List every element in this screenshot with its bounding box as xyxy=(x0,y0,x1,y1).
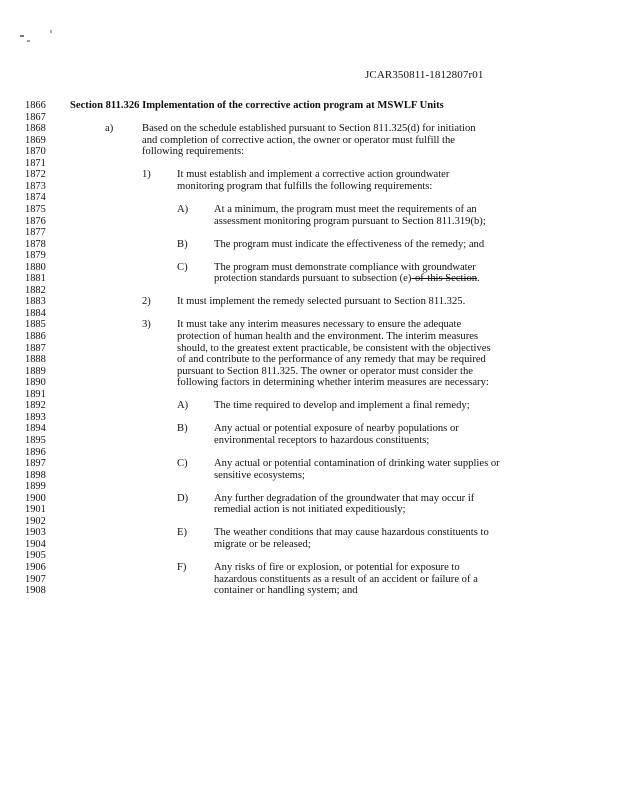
line-number: 1873 xyxy=(25,180,46,192)
line-number: 1881 xyxy=(25,273,46,285)
line xyxy=(0,585,618,597)
line-number: 1906 xyxy=(25,562,46,573)
line-number: 1872 xyxy=(25,169,46,181)
line-text: 2) xyxy=(142,296,151,308)
line-number: 1869 xyxy=(25,134,46,146)
line xyxy=(0,285,618,297)
line-number: 1902 xyxy=(25,515,46,527)
line-number: 1907 xyxy=(25,573,46,585)
line xyxy=(0,516,618,528)
line xyxy=(0,574,618,586)
line-number: 1905 xyxy=(25,550,46,562)
line-text: and completion of corrective action, the owner or operator must fulfill the xyxy=(142,134,455,146)
line xyxy=(0,308,618,320)
line-number: 1884 xyxy=(25,307,46,319)
line-number: 1882 xyxy=(25,284,46,296)
line xyxy=(0,273,618,285)
line-text: The time required to develop and implement a final remedy; xyxy=(214,400,470,412)
line-number: 1877 xyxy=(25,227,46,239)
line-number: 1894 xyxy=(25,423,46,435)
line xyxy=(0,158,618,170)
line-text: . xyxy=(477,273,480,285)
line xyxy=(0,204,618,216)
line xyxy=(0,423,618,435)
scan-speck xyxy=(27,40,30,42)
line-number: 1896 xyxy=(25,446,46,458)
line-text: following factors in determining whether interim measures are necessary: xyxy=(177,377,489,389)
line xyxy=(0,343,618,355)
line-text: The weather conditions that may cause hazardous constituents to xyxy=(214,527,489,539)
line-text: container or handling system; and xyxy=(214,585,358,597)
line xyxy=(0,447,618,459)
line-text: A) xyxy=(177,400,189,412)
line-number: 1888 xyxy=(25,354,46,366)
line-number: 1883 xyxy=(25,296,46,308)
line xyxy=(0,216,618,228)
line-text: It must implement the remedy selected pursuant to Section 811.325. xyxy=(177,296,466,308)
line-text: Based on the schedule established pursuant to Section 811.325(d) for initiation xyxy=(142,123,476,135)
line-number: 1868 xyxy=(25,123,46,135)
scan-speck xyxy=(50,30,52,33)
line-text: protection standards pursuant to subsection (e)-of-this Section. xyxy=(214,273,480,285)
line-number: 1890 xyxy=(25,377,46,389)
line-text: C) xyxy=(177,458,188,470)
line-text: protection of human health and the environment. The interim measures xyxy=(177,331,479,342)
line xyxy=(0,550,618,562)
line xyxy=(0,377,618,389)
line-number: 1885 xyxy=(25,319,46,331)
line-text: a) xyxy=(105,123,114,135)
line xyxy=(0,527,618,539)
line xyxy=(0,319,618,331)
line-number: 1876 xyxy=(25,215,46,227)
line xyxy=(0,262,618,274)
deleted-text: -of-this Section xyxy=(411,273,478,285)
line xyxy=(0,227,618,239)
scan-speck xyxy=(20,35,24,37)
line-text: migrate or be released; xyxy=(214,538,311,550)
line-number: 1900 xyxy=(25,492,46,504)
line xyxy=(0,354,618,366)
document-id: JCAR350811-1812807r01 xyxy=(365,69,484,81)
line xyxy=(0,470,618,482)
line-number: 1880 xyxy=(25,261,46,273)
line-number: 1886 xyxy=(25,331,46,342)
line-text: environmental receptors to hazardous constituents; xyxy=(214,434,430,446)
line xyxy=(0,539,618,551)
line-number: 1897 xyxy=(25,458,46,470)
line-text: assessment monitoring program pursuant to Section 811.319(b); xyxy=(214,215,486,227)
line-number: 1870 xyxy=(25,146,46,158)
line-text: The program must demonstrate compliance with groundwater xyxy=(214,261,476,273)
line-number: 1904 xyxy=(25,538,46,550)
line-text: Any risks of fire or explosion, or potential for exposure to xyxy=(214,562,460,573)
line-text: C) xyxy=(177,261,188,273)
line xyxy=(0,250,618,262)
line xyxy=(0,169,618,181)
line xyxy=(0,481,618,493)
line-number: 1898 xyxy=(25,469,46,481)
line-text: Any further degradation of the groundwater that may occur if xyxy=(214,492,475,504)
line-number: 1887 xyxy=(25,342,46,354)
line-text: monitoring program that fulfills the following requirements: xyxy=(177,180,433,192)
line xyxy=(0,562,618,574)
line xyxy=(0,112,618,124)
line xyxy=(0,400,618,412)
line xyxy=(0,192,618,204)
line-text: Any actual or potential exposure of nearby populations or xyxy=(214,423,459,435)
line-number: 1875 xyxy=(25,203,46,215)
line xyxy=(0,504,618,516)
line-text: E) xyxy=(177,527,187,539)
line xyxy=(0,493,618,505)
line xyxy=(0,100,618,112)
line-number: 1889 xyxy=(25,365,46,377)
line-number: 1879 xyxy=(25,250,46,262)
line-text: 1) xyxy=(142,169,151,181)
line xyxy=(0,181,618,193)
line-number: 1908 xyxy=(25,585,46,597)
line-text: At a minimum, the program must meet the requirements of an xyxy=(214,203,477,215)
line-number: 1895 xyxy=(25,434,46,446)
line xyxy=(0,146,618,158)
line xyxy=(0,458,618,470)
section-heading: Section 811.326 Implementation of the corrective action program at MSWLF Units xyxy=(70,100,444,111)
line-text: pursuant to Section 811.325. The owner or operator must consider the xyxy=(177,365,473,377)
line xyxy=(0,389,618,401)
line-number: 1899 xyxy=(25,481,46,493)
line-text: It must establish and implement a corrective action groundwater xyxy=(177,169,450,181)
line-text: remedial action is not initiated expeditiously; xyxy=(214,504,406,516)
line-number: 1893 xyxy=(25,411,46,423)
line-number: 1878 xyxy=(25,238,46,250)
line-number: 1891 xyxy=(25,388,46,400)
line-number: 1867 xyxy=(25,111,46,123)
line-text: The program must indicate the effectiveness of the remedy; and xyxy=(214,238,485,250)
line-text: A) xyxy=(177,203,189,215)
line-text: following requirements: xyxy=(142,146,245,158)
line xyxy=(0,239,618,251)
line-text: B) xyxy=(177,238,188,250)
line-text: F) xyxy=(177,562,187,573)
line xyxy=(0,123,618,135)
line xyxy=(0,435,618,447)
line-text: should, to the greatest extent practicable, be consistent with the objectives xyxy=(177,342,491,354)
line-text: It must take any interim measures necessary to ensure the adequate xyxy=(177,319,462,331)
line-text: sensitive ecosystems; xyxy=(214,469,305,481)
line xyxy=(0,412,618,424)
line xyxy=(0,366,618,378)
line-number: 1903 xyxy=(25,527,46,539)
line-text: B) xyxy=(177,423,188,435)
line-text: Any actual or potential contamination of drinking water supplies or xyxy=(214,458,500,470)
line xyxy=(0,331,618,343)
line-text: hazardous constituents as a result of an accident or failure of a xyxy=(214,573,478,585)
line-number: 1866 xyxy=(25,100,46,111)
line-number: 1901 xyxy=(25,504,46,516)
line xyxy=(0,296,618,308)
line-number: 1892 xyxy=(25,400,46,412)
line-text: of and contribute to the performance of any remedy that may be required xyxy=(177,354,486,366)
line-number: 1871 xyxy=(25,157,46,169)
line-number: 1874 xyxy=(25,192,46,204)
line-text: D) xyxy=(177,492,189,504)
line xyxy=(0,135,618,147)
line-text: 3) xyxy=(142,319,151,331)
